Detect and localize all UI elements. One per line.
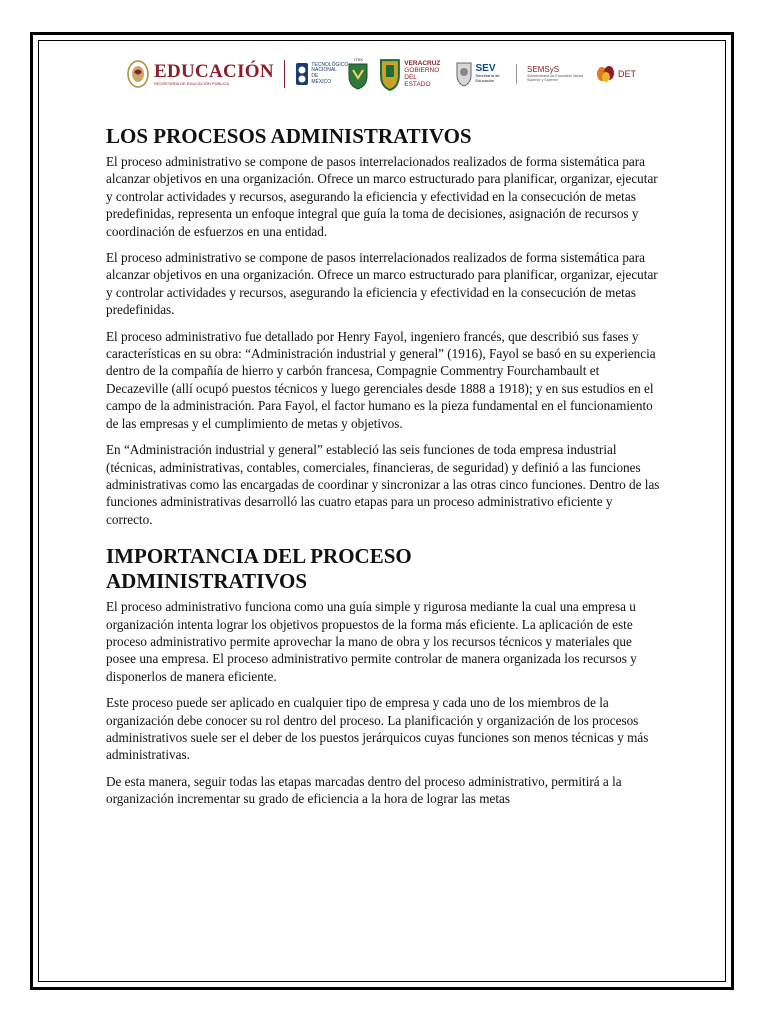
eagle-seal-icon	[126, 59, 150, 89]
det-text: DET	[618, 69, 637, 79]
paragraph-6: Este proceso puede ser aplicado en cualquier tipo de empresa y cada uno de los miembros de la organización debe conocer su rol dentro del proceso. La planificación y organización de los procesos administrativos suele ser el deber de los puestos jerárquicos cuyas funciones son menos técnicas y más administrativas.	[106, 695, 649, 763]
paragraph-1: El proceso administrativo se compone de pasos interrelacionados realizados de forma sistemática para alcanzar objetivos en una organización. Ofrece un marco estructurado para planificar, organizar, ejecutar y controlar actividades y recursos, asegurando la eficiencia y efectividad en la consecución de metas predefinidas, representa un enfoque integral que guía la toma de decisiones, asignación de recursos y coordinación de esfuerzos en una entidad.	[106, 154, 658, 239]
paragraph-3: El proceso administrativo fue detallado por Henry Fayol, ingeniero francés, que describió sus fases y características en su obra: “Administración industrial y general” (1916), Fayol se basó en su experiencia dentro de la compañía de hierro y carbón francesa, Compagnie Commentry Fourchambault et Decazeville (allí ocupó puestos técnicos y luego gerenciales desde 1888 a 1918); y en sus estudios en el campo de la administración. Para Fayol, el factor humano es la pieza fundamental en el funcionamiento de las empresas y el cumplimiento de metas y objetivos.	[106, 328, 656, 431]
paragraph-7: De esta manera, seguir todas las etapas marcadas dentro del proceso administrativo, permitirá a la organización incrementar su grado de eficiencia a la hora de lograr las metas	[106, 773, 622, 807]
itsx-logo	[347, 58, 369, 91]
educacion-wordmark: EDUCACIÓN	[154, 61, 274, 82]
sev-text: SEV	[475, 63, 496, 75]
itsx-shield-icon	[347, 62, 369, 90]
section-title-procesos: LOS PROCESOS ADMINISTRATIVOS	[106, 124, 472, 148]
veracruz-line-3: DEL ESTADO	[404, 74, 431, 88]
veracruz-line-2: GOBIERNO	[404, 67, 440, 74]
header-logos	[126, 50, 636, 98]
semsys-text: SEMSyS	[527, 64, 560, 74]
educacion-logo	[126, 59, 274, 89]
itsx-text: ITSX	[353, 56, 363, 62]
document-body	[106, 120, 662, 817]
semsys-logo	[527, 66, 585, 82]
paragraph-4: En “Administración industrial y general” estableció las seis funciones de toda empresa industrial (técnicas, administrativas, contables, comerciales, financieras, de seguridad) y definió a las funciones administrativas como las encargadas de coordinar y sincronizar a las otras cinco funciones. Dentro de las funciones administrativas desarrolló las cuatro etapas para un proceso administrativo eficiente y correcto.	[106, 442, 660, 527]
educacion-subtitle: SECRETARÍA DE EDUCACIÓN PÚBLICA	[154, 81, 230, 86]
tecnm-gear-icon	[295, 61, 309, 87]
tecnm-text: TECNOLÓGICO NACIONAL DE MÉXICO	[311, 61, 349, 85]
sev-subtitle: Secretaría de Educación	[475, 73, 500, 83]
sev-crest-icon	[455, 61, 473, 87]
paragraph-2: El proceso administrativo se compone de pasos interrelacionados realizados de forma sistemática para alcanzar objetivos en una organización. Ofrece un marco estructurado para planificar, organizar, ejecutar y controlar actividades y recursos, asegurando la eficiencia y efectividad en la consecución de metas predefinidas.	[106, 250, 658, 318]
det-flower-icon	[595, 64, 617, 84]
veracruz-logo	[379, 57, 444, 91]
veracruz-line-1: VERACRUZ	[404, 60, 441, 67]
det-logo	[595, 64, 636, 84]
logo-separator	[284, 60, 286, 88]
logo-separator-2	[516, 64, 518, 84]
paragraph-5: El proceso administrativo funciona como una guía simple y rigurosa mediante la cual una empresa u organización intenta lograr los objetivos propuestos de la forma más eficiente. La aplicación de este proceso administrativo permite aprovechar la mano de obra y los recursos técnicos y materiales que posee una empresa. El proceso administrativo permite controlar de manera organizada los recursos y disponerlos de manera eficiente.	[106, 599, 637, 684]
section-title-importancia: IMPORTANCIA DEL PROCESO ADMINISTRATIVOS	[106, 544, 412, 594]
sev-logo	[455, 61, 506, 87]
semsys-subtitle: Subsecretaría de Educación Media Superior y Superior	[527, 73, 583, 82]
tecnm-logo	[295, 61, 349, 87]
veracruz-crest-icon	[379, 57, 401, 91]
